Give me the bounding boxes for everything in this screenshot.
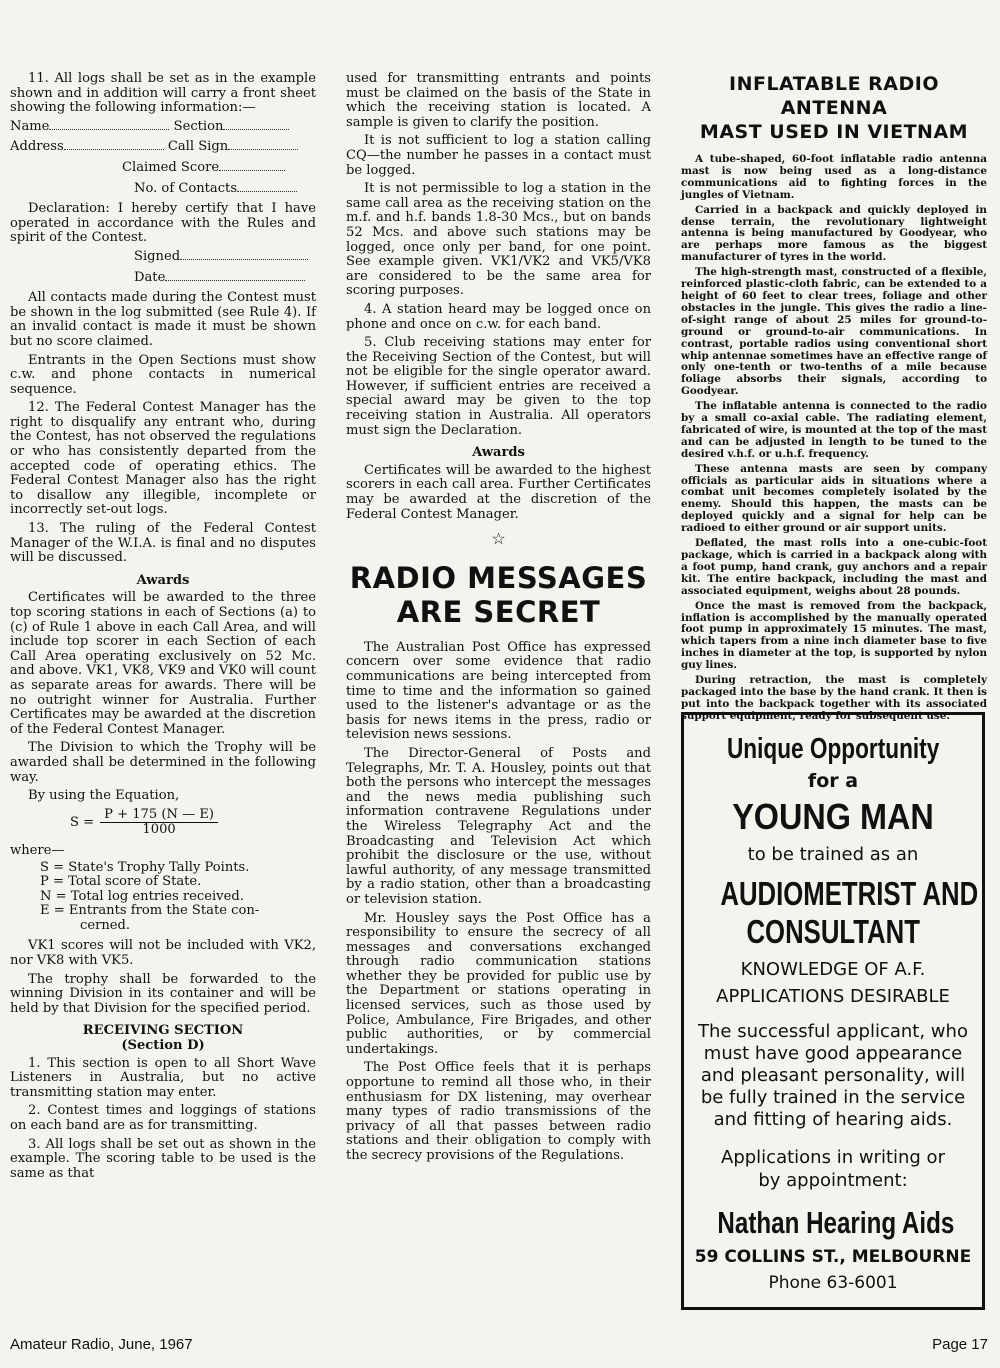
where-label: where— bbox=[10, 842, 65, 858]
apo-para: The Australian Post Office has expressed concern over some evidence that radio communications are being intercepted from time to time and the information so gained used to the listener's advantage or as the basis for news items in the press, radio or television news sessions. bbox=[346, 639, 651, 743]
vk1-para: VK1 scores will not be included with VK2, nor VK8 with VK5. bbox=[10, 938, 316, 969]
declaration: Declaration: I hereby certify that I have operated in accordance with the Rules and spirit of the Contest. bbox=[10, 201, 316, 246]
ad-line14: Phone 63-6001 bbox=[768, 1273, 898, 1293]
receiving-rule-2: 2. Contest times and loggings of stations on each band are as for transmitting. bbox=[10, 1103, 316, 1133]
all-contacts: All contacts made during the Contest must be shown in the log submitted (see Rule 4). If an invalid contact is made it must be shown but no score claimed. bbox=[10, 290, 316, 349]
where-list bbox=[40, 861, 316, 934]
ad-line12: Nathan Hearing Aids bbox=[717, 1205, 955, 1240]
ad-line8: APPLICATIONS DESIRABLE bbox=[716, 986, 950, 1007]
awards-heading-2: Awards bbox=[472, 445, 525, 461]
form-contacts: No. of Contacts bbox=[10, 182, 316, 197]
form-address-callsign: Address Call Sign bbox=[10, 140, 316, 155]
ad-line2: for a bbox=[807, 770, 859, 792]
cq-para: It is not sufficient to log a station calling CQ—the number he passes in a contact must be logged. bbox=[346, 133, 651, 178]
receiving-subheading: (Section D) bbox=[121, 1038, 205, 1054]
antenna-p2: Carried in a backpack and quickly deployed in dense terrain, the revolutionary lightweight antenna is being manufactured by Goodyear, who are perhaps more famous as the biggest manufacturer of tyres in the world. bbox=[681, 203, 987, 264]
column-receiving-and-secret bbox=[346, 72, 651, 1168]
antenna-title-line2: MAST USED IN VIETNAM bbox=[699, 121, 969, 143]
equation-fraction bbox=[100, 808, 218, 838]
receiving-continued: used for transmitting entrants and points must be claimed on the basis of the State in which the receiving station is located. A sample is given to clarify the position. bbox=[346, 71, 651, 130]
housley-para: Mr. Housley says the Post Office has a responsibility to ensure the secrecy of all messages and conversations exchanged through radio communication stations whether they be provided for public use by the Department or stations operating in licensed services, such as those used by Police, Ambulance, Fire Brigades, and other public authorities, or by commercial undertakings. bbox=[346, 910, 651, 1057]
job-advertisement bbox=[681, 712, 985, 1310]
trophy-para: The trophy shall be forwarded to the winning Division in its container and will be held by that Division for the specified period. bbox=[10, 971, 316, 1016]
receiving-rule-3: 3. All logs shall be set out as shown in the example. The scoring table to be used is the same as that bbox=[10, 1136, 316, 1181]
secret-title-line1: RADIO MESSAGES bbox=[349, 560, 648, 595]
antenna-p1: A tube-shaped, 60-foot inflatable radio antenna mast is now being used as a long-distance communications aid to fighting forces in the jungles of Vietnam. bbox=[681, 153, 987, 201]
ad-line1: Unique Opportunity bbox=[726, 733, 940, 765]
entrants-open: Entrants in the Open Sections must show c.w. and phone contacts in numerical sequence. bbox=[10, 352, 316, 397]
ad-line9: The successful applicant, who must have good appearance and pleasant personality, will be fully trained in the service and fitting of hearing aids. bbox=[698, 1021, 968, 1130]
receiving-rule-5: 5. Club receiving stations may enter for the Receiving Section of the Contest, but will not be eligible for the single operator award. However, if sufficient entries are received a special award may be given to the top receiving station in Australia. All operators must sign the Declaration. bbox=[346, 335, 651, 438]
equation-lhs: S = bbox=[70, 814, 95, 830]
receiving-heading: RECEIVING SECTION bbox=[82, 1023, 244, 1039]
form-signed: Signed bbox=[10, 250, 316, 265]
post-office-feels-para: The Post Office feels that it is perhaps opportune to remind all those who, in their enthusiasm for DX listening, may overhear many types of radio transmissions of the privacy of all that passes between radio stations and their obligation to comply with the secrecy provisions of the Regulations. bbox=[346, 1060, 651, 1163]
equation-denominator: 1000 bbox=[142, 822, 176, 838]
trophy-equation bbox=[10, 808, 316, 838]
where-e2: cerned. bbox=[80, 917, 131, 933]
equation-intro: By using the Equation, bbox=[28, 788, 180, 804]
receiving-rule-1: 1. This section is open to all Short Wave Listeners in Australia, but no active transmitting station may enter. bbox=[10, 1055, 316, 1100]
ad-line5: AUDIOMETRIST AND bbox=[720, 875, 979, 912]
antenna-p7: Once the mast is removed from the backpack, inflation is accomplished by the manually operated foot pump in approximately 15 minutes. The mast, which tapers from a nine inch diameter base to five inches in diameter at the top, is supported by nylon guy lines. bbox=[681, 599, 987, 672]
form-date: Date bbox=[10, 271, 316, 286]
secret-title-line2: ARE SECRET bbox=[396, 594, 601, 629]
where-n: N = Total log entries received. bbox=[40, 888, 244, 904]
form-claimed-score: Claimed Score bbox=[10, 161, 316, 176]
footer-page-number: Page 17 bbox=[932, 1336, 988, 1353]
certificates-para: Certificates will be awarded to the three top scoring stations in each of Sections (a) to (c) of Rule 1 above in each Call Area, and will include top scorer in each Section of each Call Area operating exclusively on 52 Mc. and above. VK1, VK8, VK9 and VK0 will count as separate areas for awards. There will be no outright winner for Australia. Further Certificates may be awarded at the discretion of the Federal Contest Manager. bbox=[10, 590, 316, 737]
ad-line7: KNOWLEDGE OF A.F. bbox=[740, 959, 926, 980]
rule-13: 13. The ruling of the Federal Contest Manager of the W.I.A. is final and no disputes will be discussed. bbox=[10, 521, 316, 566]
ad-line3: YOUNG MAN bbox=[732, 796, 934, 837]
antenna-p5: These antenna masts are seen by company officials as particular aids in situations where a combat unit becomes completely isolated by the enemy. Should this happen, the masts can be deployed quickly and a signal for help can be radioed to either ground or air support units. bbox=[681, 462, 987, 535]
antenna-title-line1: INFLATABLE RADIO ANTENNA bbox=[729, 73, 939, 119]
receiving-rule-4: 4. A station heard may be logged once on phone and once on c.w. for each band. bbox=[346, 301, 651, 332]
where-s: S = State's Trophy Tally Points. bbox=[40, 859, 250, 875]
antenna-p6: Deflated, the mast rolls into a one-cubic-foot package, which is carried in a backpack along with a foot pump, hand crank, guy anchors and a repair kit. The entire backpack, including the mast and associated equipment, weighs about 28 pounds. bbox=[681, 537, 987, 597]
ad-line4: to be trained as an bbox=[747, 844, 919, 865]
division-para: The Division to which the Trophy will be awarded shall be determined in the following way. bbox=[10, 740, 316, 785]
director-para: The Director-General of Posts and Telegraphs, Mr. T. A. Housley, points out that both the persons who intercept the messages and the news media publishing such information contravene Regulations under the Wireless Telegraphy Act and the Broadcasting and Television Act which prohibit the disclosure or the use, without lawful authority, of any message transmitted by a radio station, other than a broadcasting or television station. bbox=[346, 745, 651, 907]
column-rules bbox=[10, 72, 316, 1185]
antenna-p3: The high-strength mast, constructed of a flexible, reinforced plastic-cloth fabric, can be extended to a height of 60 feet to clear trees, foliage and other obstacles in the jungle. This gives the radio a line-of-sight range of about 25 miles for ground-to-ground or ground-to-air communications. In contrast, portable radios using conventional short whip antennae sometimes have an effective range of only one-tenth or two-tenths of a mile because foliage absorbs their signals, according to Goodyear. bbox=[681, 266, 987, 398]
ad-line6: CONSULTANT bbox=[746, 913, 920, 950]
where-p: P = Total score of State. bbox=[40, 874, 202, 890]
ad-line10: Applications in writing or bbox=[721, 1147, 945, 1168]
antenna-article-title bbox=[681, 72, 987, 144]
certs-para: Certificates will be awarded to the highest scorers in each call area. Further Certificates may be awarded at the discretion of the Federal Contest Manager. bbox=[346, 462, 651, 522]
ad-line13: 59 COLLINS ST., MELBOURNE bbox=[694, 1247, 972, 1267]
awards-heading: Awards bbox=[136, 572, 190, 588]
footer-publication: Amateur Radio, June, 1967 bbox=[10, 1336, 193, 1353]
equation-numerator: P + 175 (N — E) bbox=[100, 808, 218, 824]
rule-11: 11. All logs shall be set as in the example shown and in addition will carry a front sheet showing the following information:— bbox=[10, 71, 316, 116]
permissible-para: It is not permissible to log a station in the same call area as the receiving station on the m.f. and h.f. bands 1.8-30 Mcs., but on bands 52 Mcs. and above such stations may be logged, once only per band, for one point. See example given. VK1/VK2 and VK5/VK8 are considered to be the same area for scoring purposes. bbox=[346, 181, 651, 299]
antenna-article-body bbox=[681, 154, 987, 723]
secret-article-title bbox=[346, 561, 651, 629]
antenna-p4: The inflatable antenna is connected to the radio by a small co-axial cable. The radiating element, fabricated of wire, is mounted at the top of the mast and can be adjusted in length to be tuned to the desired v.h.f. or u.h.f. frequency. bbox=[681, 400, 987, 460]
form-name-section: Name Section bbox=[10, 120, 316, 135]
antenna-p8: During retraction, the mast is completely packaged into the base by the hand crank. It then is put into the backpack together with its associated support equipment, ready for subsequent use. bbox=[681, 674, 987, 722]
rule-12: 12. The Federal Contest Manager has the right to disqualify any entrant who, during the Contest, has not observed the regulations or who has consistently departed from the accepted code of operating ethics. The Federal Contest Manager also has the right to disallow any illegible, incomplete or incorrectly set-out logs. bbox=[10, 400, 316, 518]
ad-line11: by appointment: bbox=[758, 1170, 908, 1191]
column-antenna-article bbox=[681, 72, 987, 726]
where-e1: E = Entrants from the State con- bbox=[40, 903, 260, 919]
star-icon: ☆ bbox=[491, 529, 506, 549]
